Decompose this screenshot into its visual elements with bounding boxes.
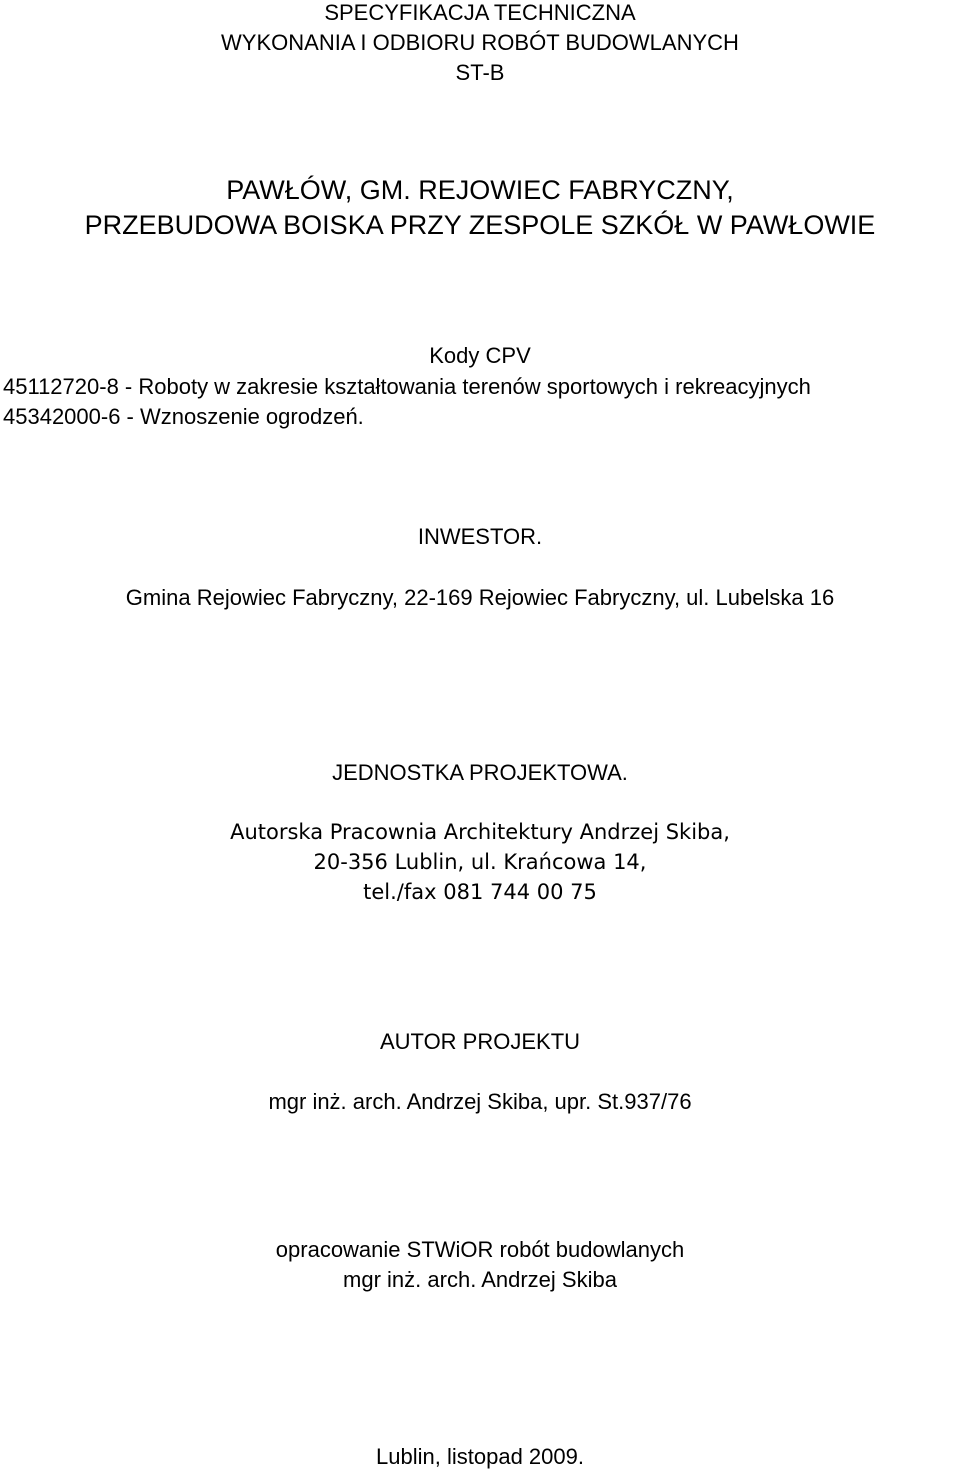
prepared-by-line2: mgr inż. arch. Andrzej Skiba (343, 1267, 617, 1292)
design-unit-heading: JEDNOSTKA PROJEKTOWA. (332, 760, 628, 785)
author-name: mgr inż. arch. Andrzej Skiba, upr. St.937/76 (268, 1089, 692, 1114)
investor-address: Gmina Rejowiec Fabryczny, 22-169 Rejowiec Fabryczny, ul. Lubelska 16 (125, 585, 835, 610)
place-and-date: Lublin, listopad 2009. (376, 1444, 584, 1469)
design-unit-name: Autorska Pracownia Architektury Andrzej Skiba, (230, 820, 730, 844)
author-heading: AUTOR PROJEKTU (379, 1029, 581, 1054)
cpv-heading: Kody CPV (429, 343, 531, 368)
project-location: PAWŁÓW, GM. REJOWIEC FABRYCZNY, (226, 175, 734, 205)
design-unit-phone: tel./fax 081 744 00 75 (363, 880, 597, 904)
prepared-by-line1: opracowanie STWiOR robót budowlanych (275, 1237, 685, 1262)
project-title: PRZEBUDOWA BOISKA PRZY ZESPOLE SZKÓŁ W PAWŁOWIE (84, 210, 876, 240)
cpv-code-1: 45112720-8 - Roboty w zakresie kształtowania terenów sportowych i rekreacyjnych (3, 374, 811, 399)
spec-title-line1: SPECYFIKACJA TECHNICZNA (324, 0, 636, 25)
spec-title-line2: WYKONANIA I ODBIORU ROBÓT BUDOWLANYCH (221, 30, 739, 55)
spec-code: ST-B (455, 60, 505, 85)
cpv-code-2: 45342000-6 - Wznoszenie ogrodzeń. (3, 404, 364, 429)
design-unit-address: 20-356 Lublin, ul. Krańcowa 14, (313, 850, 647, 874)
investor-heading: INWESTOR. (417, 524, 543, 549)
